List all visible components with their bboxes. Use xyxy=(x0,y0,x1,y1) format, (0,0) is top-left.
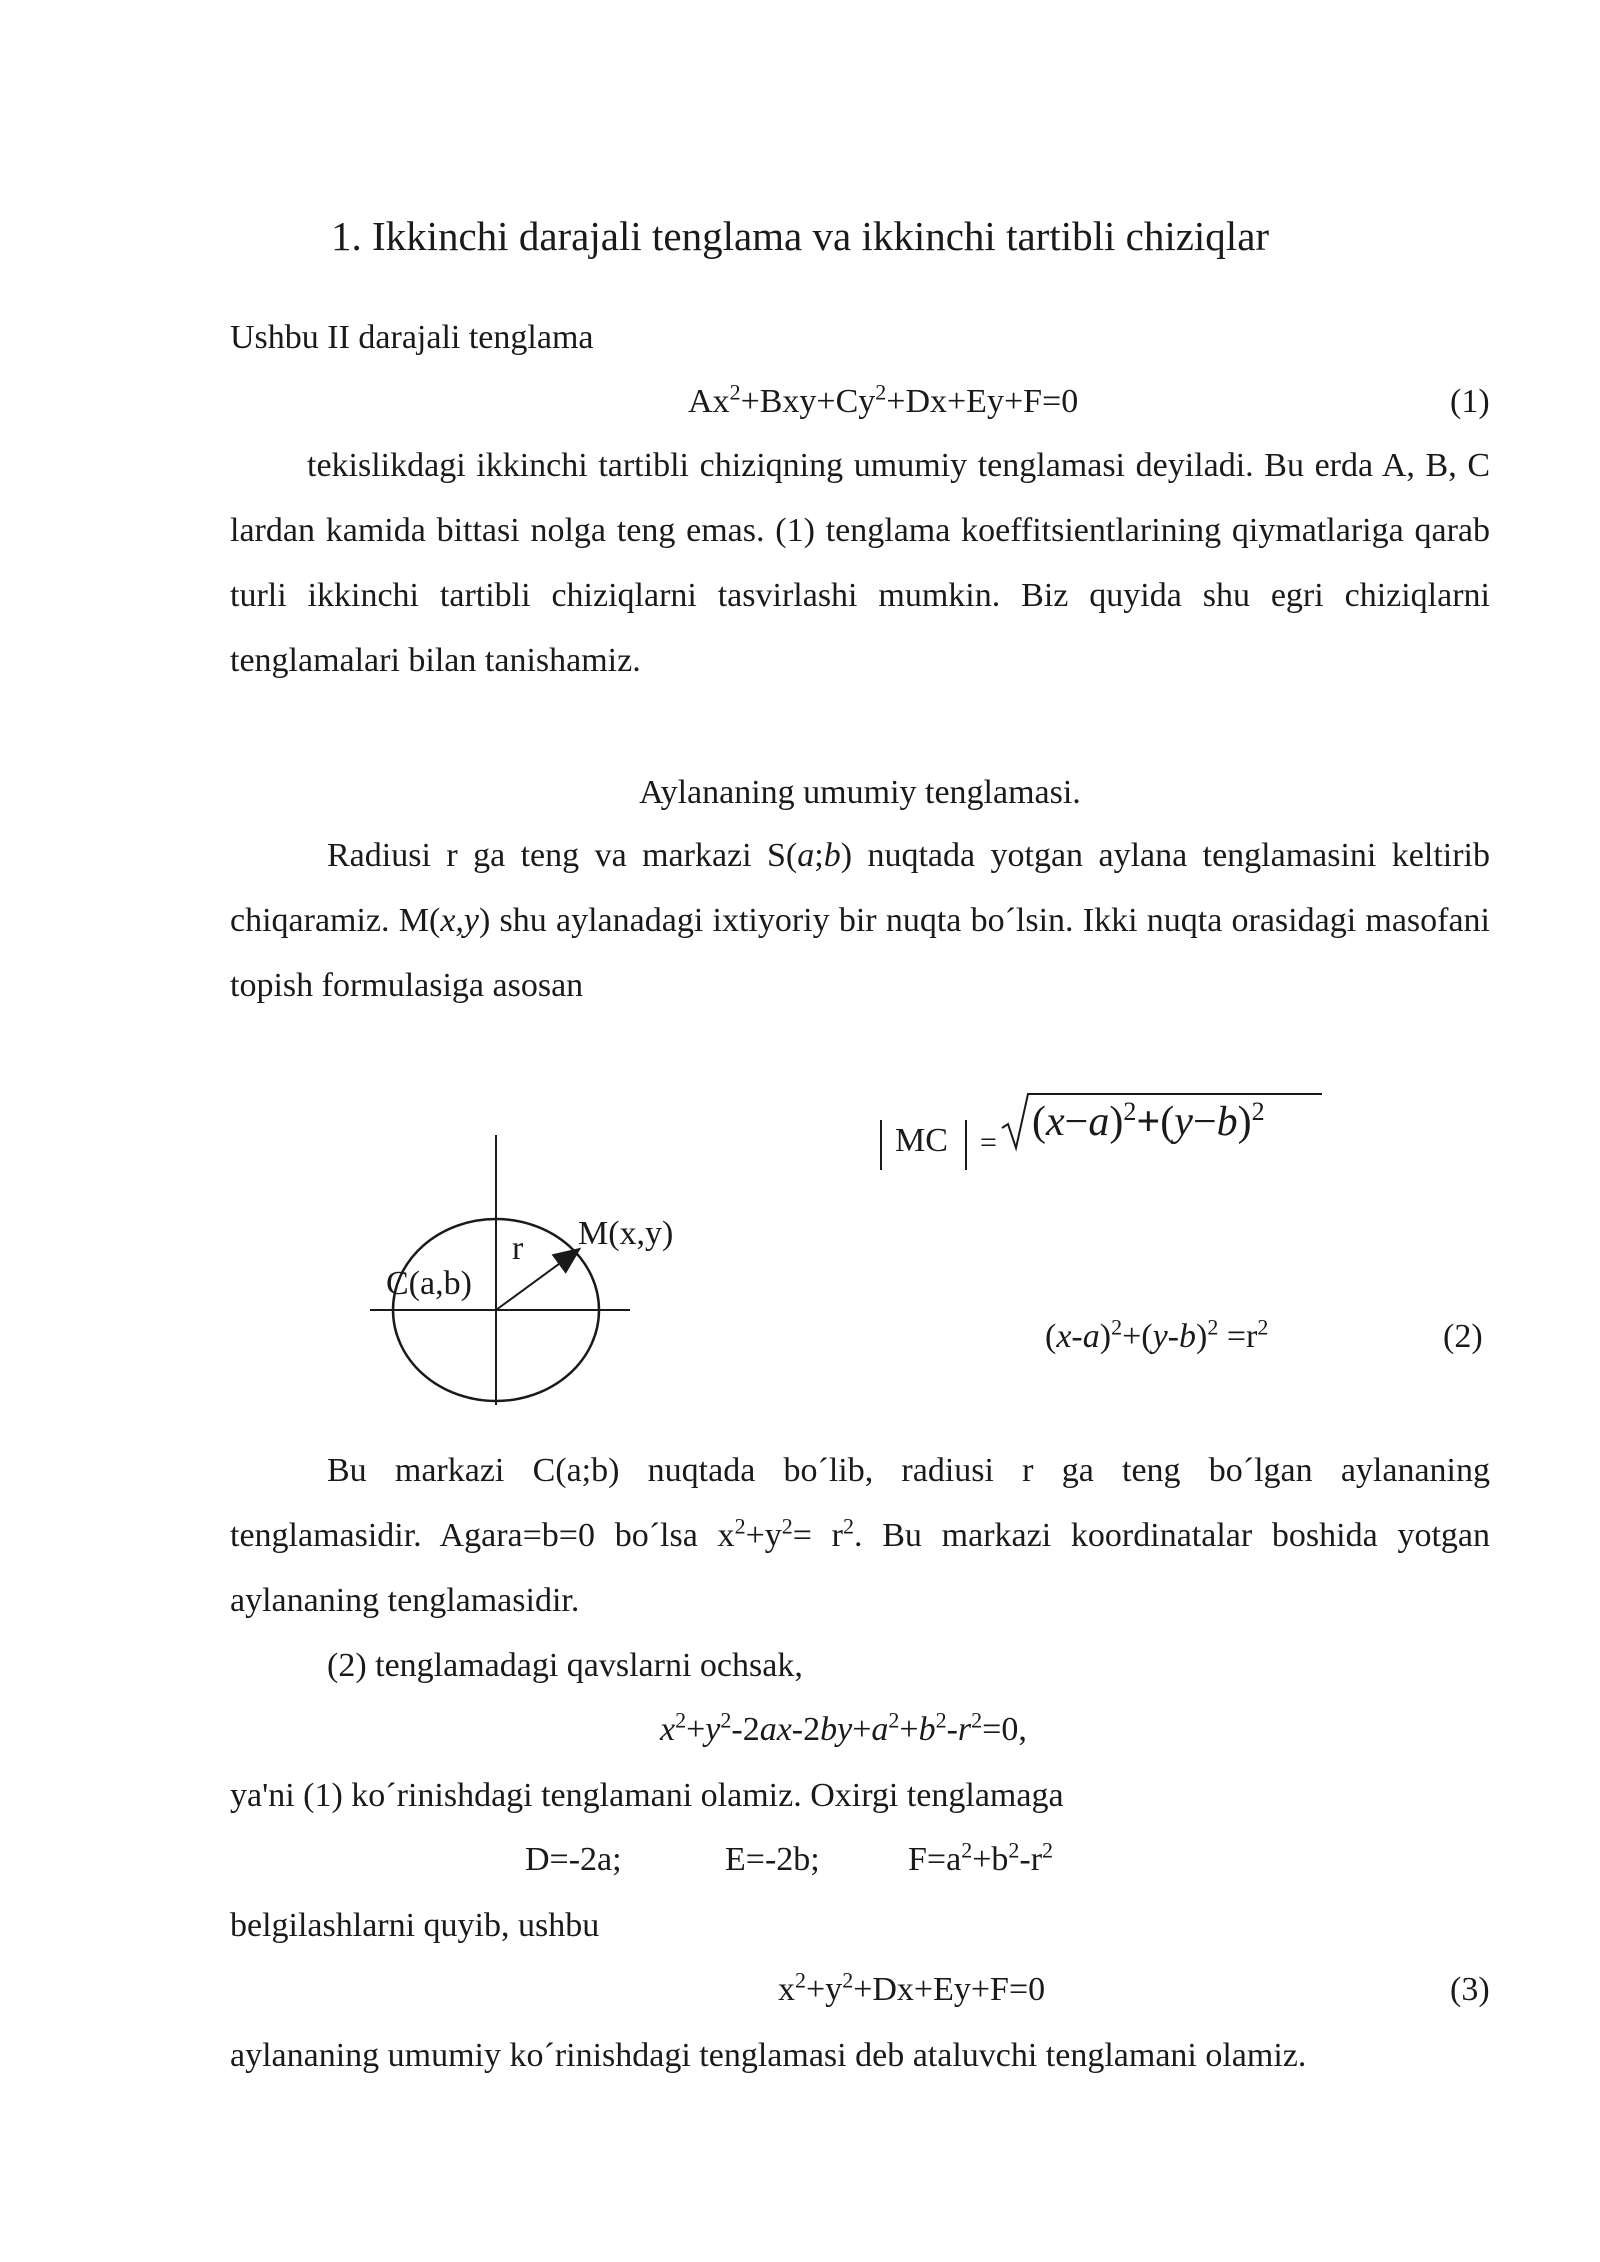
paragraph-1: tekislikdagi ikkinchi tartibli chiziqning umumiy tenglamasi deyiladi. Bu erda A, B, C lardan kamida bittasi nolga teng emas. (1) tenglama koeffitsientlarining qiymatlariga qarab turli ikkinchi tartibli chiziqlarni tasvirlashi mumkin. Biz quyida shu egri chiziqlarni tenglamalari bilan tanishamiz. xyxy=(230,447,1490,679)
radius-label: r xyxy=(512,1230,524,1267)
paragraph-6: belgilashlarni quyib, ushbu xyxy=(230,1907,600,1944)
paragraph-7: aylananing umumiy ko´rinishdagi tenglamasi deb ataluvchi tenglamani olamiz. xyxy=(230,2037,1307,2074)
abs-bar-left xyxy=(880,1120,882,1170)
center-label: C(a,b) xyxy=(386,1265,472,1302)
equation-3-number: (3) xyxy=(1450,1971,1490,2008)
point-label: M(x,y) xyxy=(578,1215,674,1252)
mc-equals: = xyxy=(980,1126,997,1159)
paragraph-2: Radiusi r ga teng va markazi S(a;b) nuqtada yotgan aylana tenglamasini keltirib chiqaramiz. M(x,y) shu aylanadagi ixtiyoriy bir nuqta bo´lsin. Ikki nuqta orasidagi masofani topish formulasiga asosan xyxy=(230,837,1491,1004)
section-subtitle: Aylananing umumiy tenglamasi. xyxy=(639,774,1081,811)
paragraph-4: (2) tenglamadagi qavslarni ochsak, xyxy=(327,1647,803,1684)
def-e: E=-2b; xyxy=(725,1841,820,1878)
mc-radicand: $(x-a)^2+(y-b)^2$ xyxy=(1032,1097,1265,1145)
paragraph-5: ya'ni (1) ko´rinishdagi tenglamani olamiz. Oxirgi tenglamaga xyxy=(230,1777,1064,1814)
def-f: $F=a^2+b^2-r^2$ xyxy=(908,1837,1054,1878)
abs-bar-right xyxy=(965,1120,967,1170)
def-d: D=-2a; xyxy=(525,1841,622,1878)
equation-1-number: (1) xyxy=(1450,383,1490,420)
paragraph-3: Bu markazi C(a;b) nuqtada bo´lib, radiusi r ga teng bo´lgan aylananing tenglamasidir. Agara=b=0 bo´lsa $x^2+y^2= r^2$. Bu markazi koordinatalar boshida yotgan aylananing tenglamasidir. xyxy=(230,1452,1490,1619)
equation-1: $Ax^2+Bxy+Cy^2+Dx+Ey+F=0$ xyxy=(688,379,1079,420)
page-title: 1. Ikkinchi darajali tenglama va ikkinchi tartibli chiziqlar xyxy=(330,213,1270,259)
expanded-equation: $x^2+y^2-2ax-2by+a^2+b^2-r^2=0$, xyxy=(660,1707,1027,1748)
mc-label: MC xyxy=(895,1122,948,1159)
equation-3: $x^2+y^2+Dx+Ey+F=0$ xyxy=(778,1967,1046,2008)
intro-text: Ushbu II darajali tenglama xyxy=(230,319,594,356)
equation-2: $(x-a)^2+(y-b)^2 =r^2$ xyxy=(1045,1314,1269,1355)
radius-arrow xyxy=(496,1250,578,1310)
equation-2-number: (2) xyxy=(1443,1318,1483,1355)
